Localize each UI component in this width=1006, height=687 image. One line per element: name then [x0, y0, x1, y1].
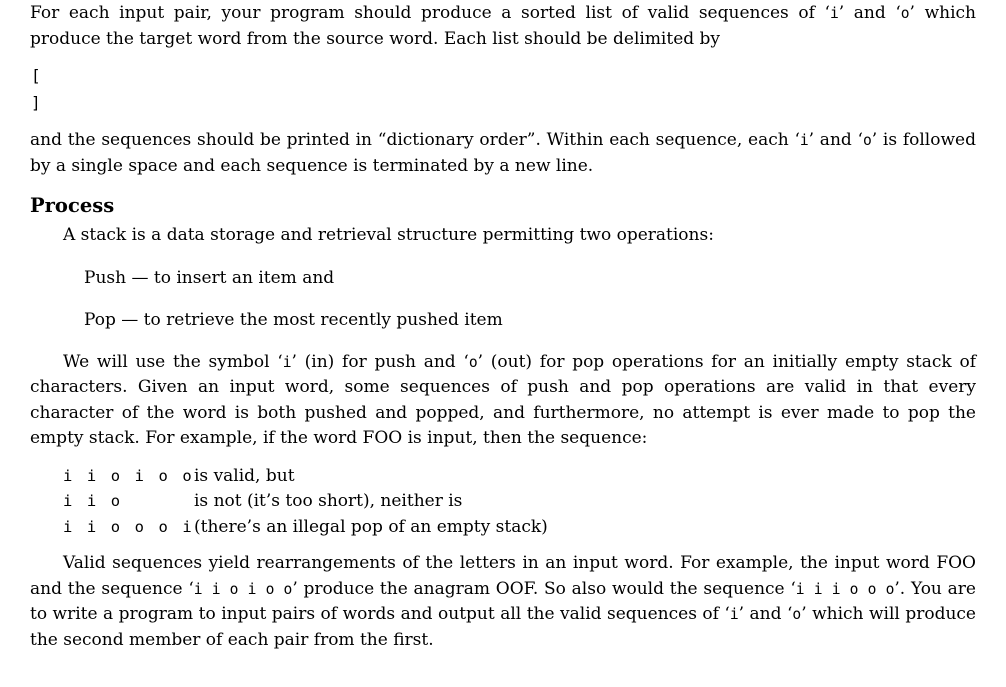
inline-code: i [799, 132, 809, 149]
text-run: ’ (out) for pop operations for an initially empty stack of characters. Given an input word, some sequences of push and pop operations are valid in that every character of the word is both pushed and popped, and furthermore, no attempt is ever made to pop the empty stack. For example, if the word FOO is input, then the sequence: [30, 351, 976, 448]
example-sequence-note: is not (it’s too short), neither is [194, 491, 463, 511]
example-sequence-code: i i o o o i [63, 517, 194, 536]
operation-push-line [84, 266, 976, 292]
text-run: ’ and ‘ [808, 130, 863, 150]
text-run: Valid sequences yield rearrangements of the letters in an input word. For example, the input word FOO and the sequence ‘ [30, 553, 976, 599]
example-row [63, 489, 976, 515]
text-run: ’. You are to write a program to input pairs of words and output all the valid sequences of ‘ [30, 578, 976, 624]
example-sequence-code: i i o [63, 492, 122, 510]
text-run: and the sequences should be printed in “dictionary order”. Within each sequence, each ‘ [30, 130, 800, 150]
text-run: We will use the symbol ‘ [63, 351, 283, 372]
sequence-example-block [63, 464, 976, 541]
example-row [63, 515, 976, 541]
text-run: A stack is a data storage and retrieval structure permitting two operations: [63, 225, 714, 245]
text-run: ’ which produce the target word from the source word. Each list should be delimited by [30, 3, 976, 49]
inline-code: i i i o o o [795, 580, 895, 598]
paragraph-stack-definition [30, 223, 976, 249]
section-heading-process: Process [30, 194, 115, 217]
delimiter-close-bracket: ] [31, 93, 41, 112]
delimiter-block [31, 62, 976, 116]
text-run: ’ produce the anagram OOF. So also would the sequence ‘ [292, 578, 796, 599]
text-run: ’ is followed by a single space and each sequence is terminated by a new line. [30, 130, 976, 176]
paragraph-dictionary-order [30, 128, 976, 179]
text-run: ’ and ‘ [838, 3, 901, 23]
inline-code: o [792, 606, 802, 623]
example-row [63, 464, 976, 490]
inline-code: i [829, 5, 839, 22]
inline-code: o [900, 5, 910, 22]
example-sequence-code: i i o i o o [63, 466, 194, 485]
text-run: For each input pair, your program should produce a sorted list of valid sequences of ‘ [30, 3, 830, 23]
paragraph-valid-sequences [30, 551, 976, 653]
operation-pop-line [84, 308, 976, 334]
delimiter-open-bracket: [ [31, 66, 41, 85]
paragraph-output-format [30, 1, 976, 52]
text-run: ’ and ‘ [738, 604, 793, 624]
inline-code: o [468, 353, 478, 371]
example-sequence-note: is valid, but [194, 465, 295, 486]
inline-code: i [729, 606, 739, 623]
text-run: Push — to insert an item and [84, 267, 335, 288]
inline-code: i i o i o o [193, 580, 293, 598]
text-run: ’ which will produce the second member of each pair from the first. [30, 604, 976, 650]
paragraph-symbols [30, 350, 976, 452]
text-run: Pop — to retrieve the most recently pushed item [84, 310, 503, 330]
inline-code: i [282, 353, 292, 371]
text-run: ’ (in) for push and ‘ [291, 351, 469, 372]
example-sequence-note: (there’s an illegal pop of an empty stack) [194, 516, 548, 537]
inline-code: o [862, 132, 872, 149]
